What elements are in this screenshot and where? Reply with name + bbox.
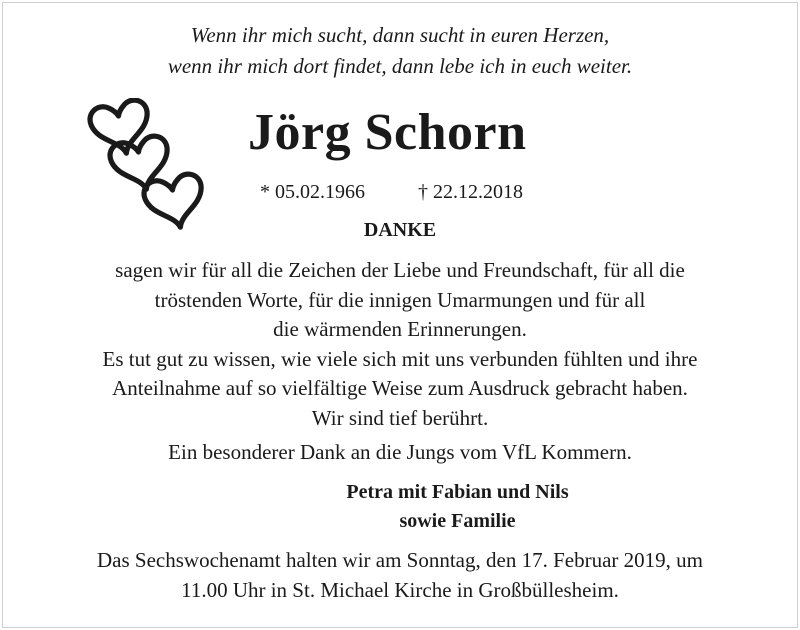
message-line: tröstenden Worte, für die innigen Umarmungen und für all — [154, 287, 646, 312]
signature — [0, 478, 800, 536]
poem-line: wenn ihr mich dort findet, dann lebe ich in euch weiter. — [167, 54, 633, 78]
poem — [0, 20, 800, 82]
message-line: sagen wir für all die Zeichen der Liebe und Freundschaft, für all die — [115, 258, 685, 282]
thanks-message — [0, 256, 800, 433]
three-hearts-icon — [82, 98, 222, 234]
life-dates — [260, 178, 523, 206]
service-line: 11.00 Uhr in St. Michael Kirche in Großbüllesheim. — [181, 578, 619, 602]
service-info — [0, 545, 800, 605]
deceased-name: Jörg Schorn — [248, 104, 527, 161]
birth-date: * 05.02.1966 — [260, 181, 365, 203]
poem-line: Wenn ihr mich sucht, dann sucht in euren Herzen, — [190, 23, 610, 47]
service-line: Das Sechswochenamt halten wir am Sonntag, den 17. Februar 2019, um — [97, 548, 703, 572]
thanks-heading: DANKE — [363, 219, 437, 241]
special-thanks: Ein besonderer Dank an die Jungs vom VfL Kommern. — [168, 440, 632, 464]
signature-line: Petra mit Fabian und Nils — [346, 481, 569, 503]
message-line: Wir sind tief berührt. — [311, 405, 489, 430]
message-line: die wärmenden Erinnerungen. — [273, 317, 527, 341]
death-date: † 22.12.2018 — [418, 181, 523, 203]
message-line: Es tut gut zu wissen, wie viele sich mit uns verbunden fühlten und ihre — [102, 346, 698, 371]
message-line: Anteilnahme auf so vielfältige Weise zum Ausdruck gebracht haben. — [112, 376, 688, 400]
signature-line: sowie Familie — [399, 510, 516, 532]
